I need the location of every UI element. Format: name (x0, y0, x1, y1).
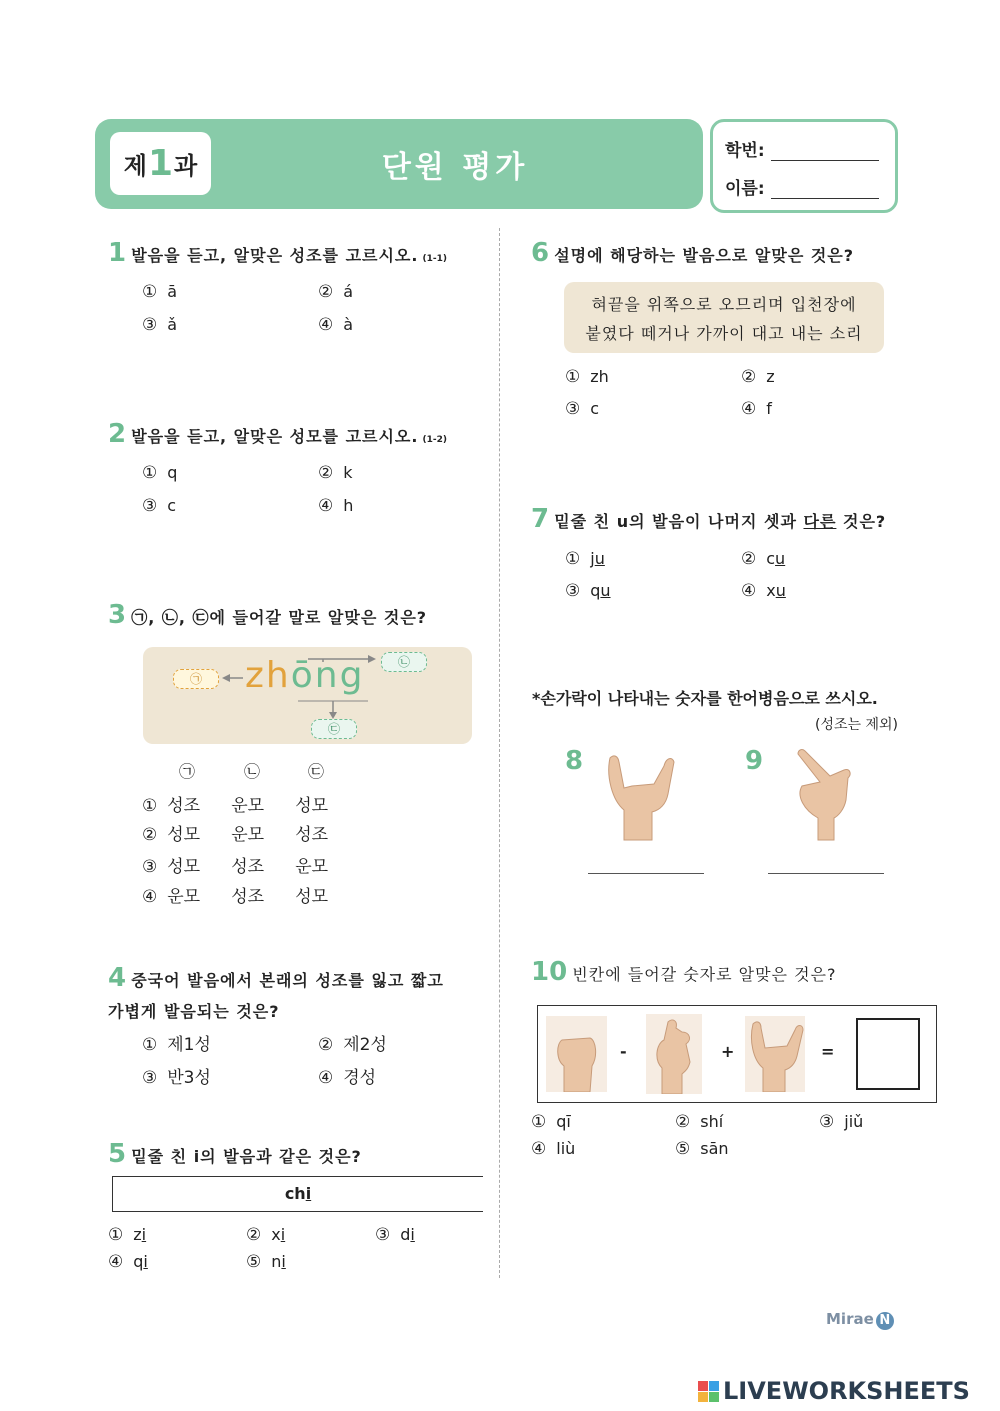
q7-option-2[interactable]: ② cu (741, 549, 786, 569)
q6-text: 설명에 해당하는 발음으로 알맞은 것은? (554, 246, 855, 265)
q10-hand-3-image (745, 1016, 805, 1092)
q1-option-2[interactable]: ② á (318, 282, 354, 302)
q10-op-minus: - (620, 1042, 627, 1061)
q5-text: 밑줄 친 i의 발음과 같은 것은? (131, 1147, 362, 1166)
q7-number: 7 (531, 504, 550, 534)
q10-option-1[interactable]: ① qī (531, 1112, 571, 1132)
question-1 (108, 238, 447, 268)
q10-answer-box[interactable] (856, 1018, 920, 1090)
q4-option-3[interactable]: ③ 반3성 (142, 1068, 211, 1088)
q1-option-3[interactable]: ③ ǎ (142, 315, 178, 335)
q2-source: (1-2) (422, 435, 447, 445)
q2-option-1[interactable]: ① q (142, 463, 178, 483)
q6-desc-line2: 붙였다 떼거나 가까이 대고 내는 소리 (585, 324, 863, 343)
q6-option-4[interactable]: ④ f (741, 399, 772, 419)
label-a-box: ㉠ (173, 669, 219, 689)
lesson-number: 1 (147, 143, 174, 184)
q6-description-box (564, 282, 884, 353)
q7-option-4[interactable]: ④ xu (741, 581, 786, 601)
q4-text-line1: 중국어 발음에서 본래의 성조를 잃고 짧고 (131, 971, 444, 990)
q6-desc-line1: 혀끝을 위쪽으로 오므리며 입천장에 (591, 295, 857, 314)
q1-option-4[interactable]: ④ à (318, 315, 354, 335)
q4-number: 4 (108, 963, 127, 993)
question-4 (108, 963, 444, 993)
q3-header-b: ㉡ (244, 762, 261, 781)
q10-op-plus: + (721, 1042, 735, 1061)
question-6 (531, 238, 854, 268)
q5-option-3[interactable]: ③ di (375, 1225, 415, 1245)
q1-text: 발음을 듣고, 알맞은 성조를 고르시오. (131, 246, 419, 265)
name-row (725, 174, 879, 199)
q10-hand-1-image (546, 1016, 607, 1092)
q2-option-2[interactable]: ② k (318, 463, 353, 483)
question-3 (108, 600, 427, 630)
liveworksheets-watermark: LIVEWORKSHEETS (698, 1377, 970, 1405)
q89-instruction: *손가락이 나타내는 숫자를 한어병음으로 쓰시오. (532, 689, 878, 708)
q3-option-2[interactable]: ② 성모 운모 성조 (142, 825, 329, 845)
q6-number: 6 (531, 238, 550, 268)
lesson-badge (110, 132, 211, 195)
lesson-suffix: 과 (174, 152, 198, 180)
q4-option-2[interactable]: ② 제2성 (318, 1035, 387, 1055)
q1-source: (1-1) (422, 254, 447, 264)
q10-option-2[interactable]: ② shí (675, 1112, 724, 1132)
q8-answer-line[interactable] (588, 873, 704, 874)
q10-text: 빈칸에 들어갈 숫자로 알맞은 것은? (572, 965, 837, 984)
q10-number: 10 (531, 957, 568, 987)
q10-equation-box (537, 1005, 937, 1103)
q10-op-equals: = (821, 1042, 835, 1061)
question-7 (531, 504, 886, 534)
q3-header-a: ㉠ (179, 762, 196, 781)
q5-example-box: chi (112, 1176, 483, 1212)
q7-option-1[interactable]: ① ju (565, 549, 605, 569)
q3-text: ㉠, ㉡, ㉢에 들어갈 말로 알맞은 것은? (131, 608, 428, 627)
student-id-field[interactable] (771, 144, 879, 161)
q1-option-1[interactable]: ① ā (142, 282, 178, 302)
question-5 (108, 1139, 362, 1169)
label-c-box: ㉢ (311, 719, 357, 739)
student-id-label: 학번: (725, 141, 765, 161)
q7-text: 밑줄 친 u의 발음이 나머지 셋과 다른 것은? (554, 512, 887, 531)
q3-option-1[interactable]: ① 성조 운모 성모 (142, 796, 329, 816)
q5-option-2[interactable]: ② xi (246, 1225, 286, 1245)
student-id-row (725, 136, 879, 161)
q8-number: 8 (565, 746, 584, 776)
q2-text: 발음을 듣고, 알맞은 성모를 고르시오. (131, 427, 419, 446)
q10-option-4[interactable]: ④ liù (531, 1139, 576, 1159)
q9-number: 9 (745, 746, 764, 776)
q10-hand-2-image (646, 1014, 702, 1094)
q4-text-line2: 가볍게 발음되는 것은? (108, 1002, 280, 1021)
q2-option-4[interactable]: ④ h (318, 496, 354, 516)
q2-option-3[interactable]: ③ c (142, 496, 177, 516)
q6-option-2[interactable]: ② z (741, 367, 775, 387)
column-divider (499, 228, 500, 1278)
name-label: 이름: (725, 179, 765, 199)
name-field[interactable] (771, 182, 879, 199)
question-2 (108, 419, 447, 449)
student-info-box (710, 119, 898, 213)
lesson-prefix: 제 (123, 152, 147, 180)
q4-option-1[interactable]: ① 제1성 (142, 1035, 211, 1055)
q5-option-5[interactable]: ⑤ ni (246, 1252, 286, 1272)
q3-header-c: ㉢ (308, 762, 325, 781)
q10-option-5[interactable]: ⑤ sān (675, 1139, 729, 1159)
page-title: 단원 평가 (381, 150, 529, 185)
q89-note: (성조는 제외) (815, 717, 898, 733)
q5-option-1[interactable]: ① zi (108, 1225, 147, 1245)
q1-number: 1 (108, 238, 127, 268)
label-b-box: ㉡ (381, 652, 427, 672)
zhong-word: zhōng (245, 655, 365, 696)
q5-number: 5 (108, 1139, 127, 1169)
q6-option-3[interactable]: ③ c (565, 399, 600, 419)
q5-option-4[interactable]: ④ qi (108, 1252, 148, 1272)
q9-hand-image (790, 748, 860, 843)
q8-hand-image (602, 748, 677, 843)
q3-option-4[interactable]: ④ 운모 성조 성모 (142, 887, 329, 907)
q2-number: 2 (108, 419, 127, 449)
q10-option-3[interactable]: ③ jiǔ (819, 1112, 864, 1132)
q6-option-1[interactable]: ① zh (565, 367, 609, 387)
q3-number: 3 (108, 600, 127, 630)
liveworksheets-icon (698, 1381, 719, 1402)
q7-option-3[interactable]: ③ qu (565, 581, 611, 601)
question-10 (531, 957, 837, 987)
q3-diagram (143, 647, 472, 744)
mirae-logo: Mirae N (826, 1310, 894, 1330)
q3-option-3[interactable]: ③ 성모 성조 운모 (142, 857, 329, 877)
q4-option-4[interactable]: ④ 경성 (318, 1068, 377, 1088)
q9-answer-line[interactable] (768, 873, 884, 874)
